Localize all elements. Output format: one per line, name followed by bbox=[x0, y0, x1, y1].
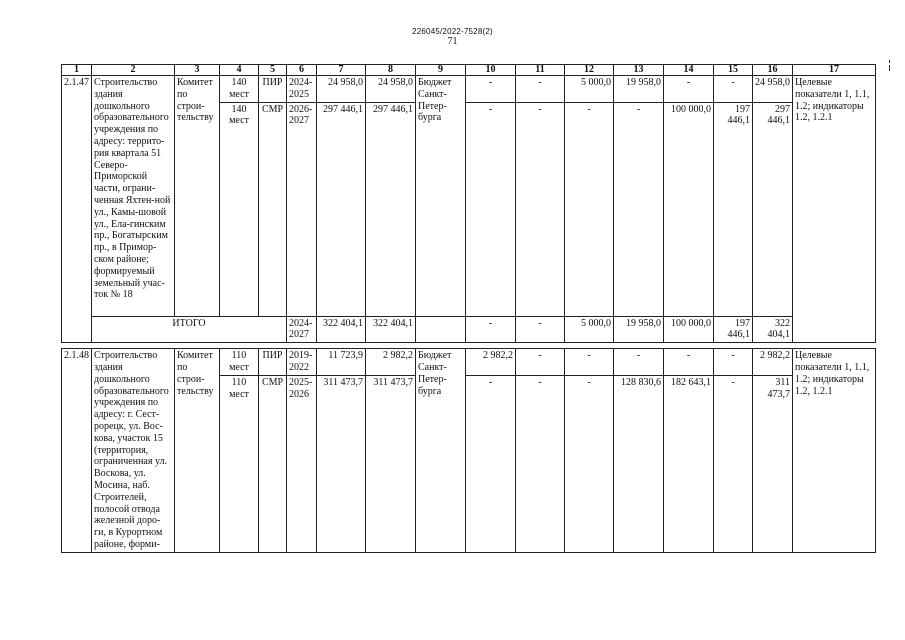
amount-2022: - bbox=[466, 375, 516, 552]
amount-2025: 19 958,0 bbox=[614, 76, 664, 103]
col-num: 6 bbox=[287, 65, 317, 76]
col-num: 11 bbox=[516, 65, 565, 76]
amount-2022: - bbox=[466, 76, 516, 103]
target-indicators: Целевые показатели 1, 1.1, 1.2; индикаторы 1.2, 1.2.1 bbox=[793, 76, 876, 343]
program-cost: 24 958,0 bbox=[366, 76, 416, 103]
amount-2022: 2 982,2 bbox=[466, 349, 516, 376]
period: 2026-2027 bbox=[287, 102, 317, 316]
table-row bbox=[62, 349, 876, 376]
amount-2027: 197 446,1 bbox=[714, 102, 753, 316]
amount-2024: - bbox=[565, 102, 614, 316]
item-number: 2.1.48 bbox=[62, 349, 92, 553]
col-num: 13 bbox=[614, 65, 664, 76]
amount-2024: 5 000,0 bbox=[565, 76, 614, 103]
amount-2023: - bbox=[516, 375, 565, 552]
target-indicators: Целевые показатели 1, 1.1, 1.2; индикаторы 1.2, 1.2.1 bbox=[793, 349, 876, 553]
column-number-row bbox=[62, 65, 876, 76]
col-num: 3 bbox=[175, 65, 220, 76]
scan-edge-mark bbox=[888, 60, 892, 71]
page-number: 71 bbox=[447, 36, 458, 47]
program-cost: 2 982,2 bbox=[366, 349, 416, 376]
amount-2027: - bbox=[714, 375, 753, 552]
total-cost: 24 958,0 bbox=[317, 76, 366, 103]
period: 2025-2026 bbox=[287, 375, 317, 552]
amount-total: 311 473,7 bbox=[753, 375, 793, 552]
amount-2026: 182 643,1 bbox=[664, 375, 714, 552]
work-type: СМР bbox=[259, 375, 287, 552]
item-name: Строительство здания дошкольного образовательного учреждения по адресу: г. Сест-рорецк, ул. Вос-кова, участок 15 (территория, ограниченная ул. Воскова, ул. Мосина, наб. Строителей, полосой отвода железной доро-ги, в Курортном районе, форми- bbox=[92, 349, 175, 553]
amount-total: 24 958,0 bbox=[753, 76, 793, 103]
col-num: 17 bbox=[793, 65, 876, 76]
total-cost: 297 446,1 bbox=[317, 102, 366, 316]
program-cost: 311 473,7 bbox=[366, 375, 416, 552]
funding-source: Бюджет Санкт-Петер-бурга bbox=[416, 76, 466, 317]
amount-total: 2 982,2 bbox=[753, 349, 793, 376]
col-num: 1 bbox=[62, 65, 92, 76]
amount-2026: - bbox=[664, 349, 714, 376]
amount-2026: 100 000,0 bbox=[664, 316, 714, 343]
funding-source-empty bbox=[416, 316, 466, 343]
amount-2025: 128 830,6 bbox=[614, 375, 664, 552]
amount-2025: - bbox=[614, 102, 664, 316]
work-type: СМР bbox=[259, 102, 287, 316]
work-type: ПИР bbox=[259, 349, 287, 376]
amount-2023: - bbox=[516, 102, 565, 316]
item-name: Строительство здания дошкольного образовательного учреждения по адресу: террито-рия квартала 51 Северо-Приморской части, ограни-ченная Яхтен-ной ул., Камы-шовой ул., Ела-гинским пр., Богатырским пр., в Примор-ском районе; формируемый земельный учас-ток № 18 bbox=[92, 76, 175, 317]
table-row bbox=[62, 76, 876, 103]
capacity: 140 мест bbox=[220, 76, 259, 103]
amount-2024: - bbox=[565, 349, 614, 376]
period: 2024-2025 bbox=[287, 76, 317, 103]
col-num: 2 bbox=[92, 65, 175, 76]
program-cost: 297 446,1 bbox=[366, 102, 416, 316]
program-cost: 322 404,1 bbox=[366, 316, 416, 343]
amount-2025: 19 958,0 bbox=[614, 316, 664, 343]
capacity: 110 мест bbox=[220, 349, 259, 376]
capacity: 140 мест bbox=[220, 102, 259, 316]
total-cost: 322 404,1 bbox=[317, 316, 366, 343]
amount-2024: - bbox=[565, 375, 614, 552]
customer: Комитет по строи-тельству bbox=[175, 76, 220, 317]
amount-total: 297 446,1 bbox=[753, 102, 793, 316]
amount-2026: 100 000,0 bbox=[664, 102, 714, 316]
col-num: 7 bbox=[317, 65, 366, 76]
amount-2026: - bbox=[664, 76, 714, 103]
amount-2022: - bbox=[466, 102, 516, 316]
col-num: 15 bbox=[714, 65, 753, 76]
col-num: 4 bbox=[220, 65, 259, 76]
total-cost: 311 473,7 bbox=[317, 375, 366, 552]
item-number: 2.1.47 bbox=[62, 76, 92, 343]
amount-2022: - bbox=[466, 316, 516, 343]
col-num: 14 bbox=[664, 65, 714, 76]
amount-2023: - bbox=[516, 76, 565, 103]
total-row bbox=[62, 316, 876, 343]
amount-total: 322 404,1 bbox=[753, 316, 793, 343]
col-num: 9 bbox=[416, 65, 466, 76]
work-type: ПИР bbox=[259, 76, 287, 103]
col-num: 12 bbox=[565, 65, 614, 76]
col-num: 16 bbox=[753, 65, 793, 76]
total-label: ИТОГО bbox=[92, 316, 287, 343]
col-num: 5 bbox=[259, 65, 287, 76]
customer: Комитет по строи-тельству bbox=[175, 349, 220, 553]
capacity: 110 мест bbox=[220, 375, 259, 552]
total-cost: 11 723,9 bbox=[317, 349, 366, 376]
program-table bbox=[61, 64, 876, 553]
amount-2023: - bbox=[516, 316, 565, 343]
amount-2027: - bbox=[714, 349, 753, 376]
amount-2023: - bbox=[516, 349, 565, 376]
document-code: 226045/2022-7528(2) bbox=[412, 27, 493, 36]
amount-2027: 197 446,1 bbox=[714, 316, 753, 343]
col-num: 10 bbox=[466, 65, 516, 76]
amount-2024: 5 000,0 bbox=[565, 316, 614, 343]
funding-source: Бюджет Санкт-Петер-бурга bbox=[416, 349, 466, 553]
period: 2019-2022 bbox=[287, 349, 317, 376]
amount-2027: - bbox=[714, 76, 753, 103]
period: 2024-2027 bbox=[287, 316, 317, 343]
col-num: 8 bbox=[366, 65, 416, 76]
amount-2025: - bbox=[614, 349, 664, 376]
